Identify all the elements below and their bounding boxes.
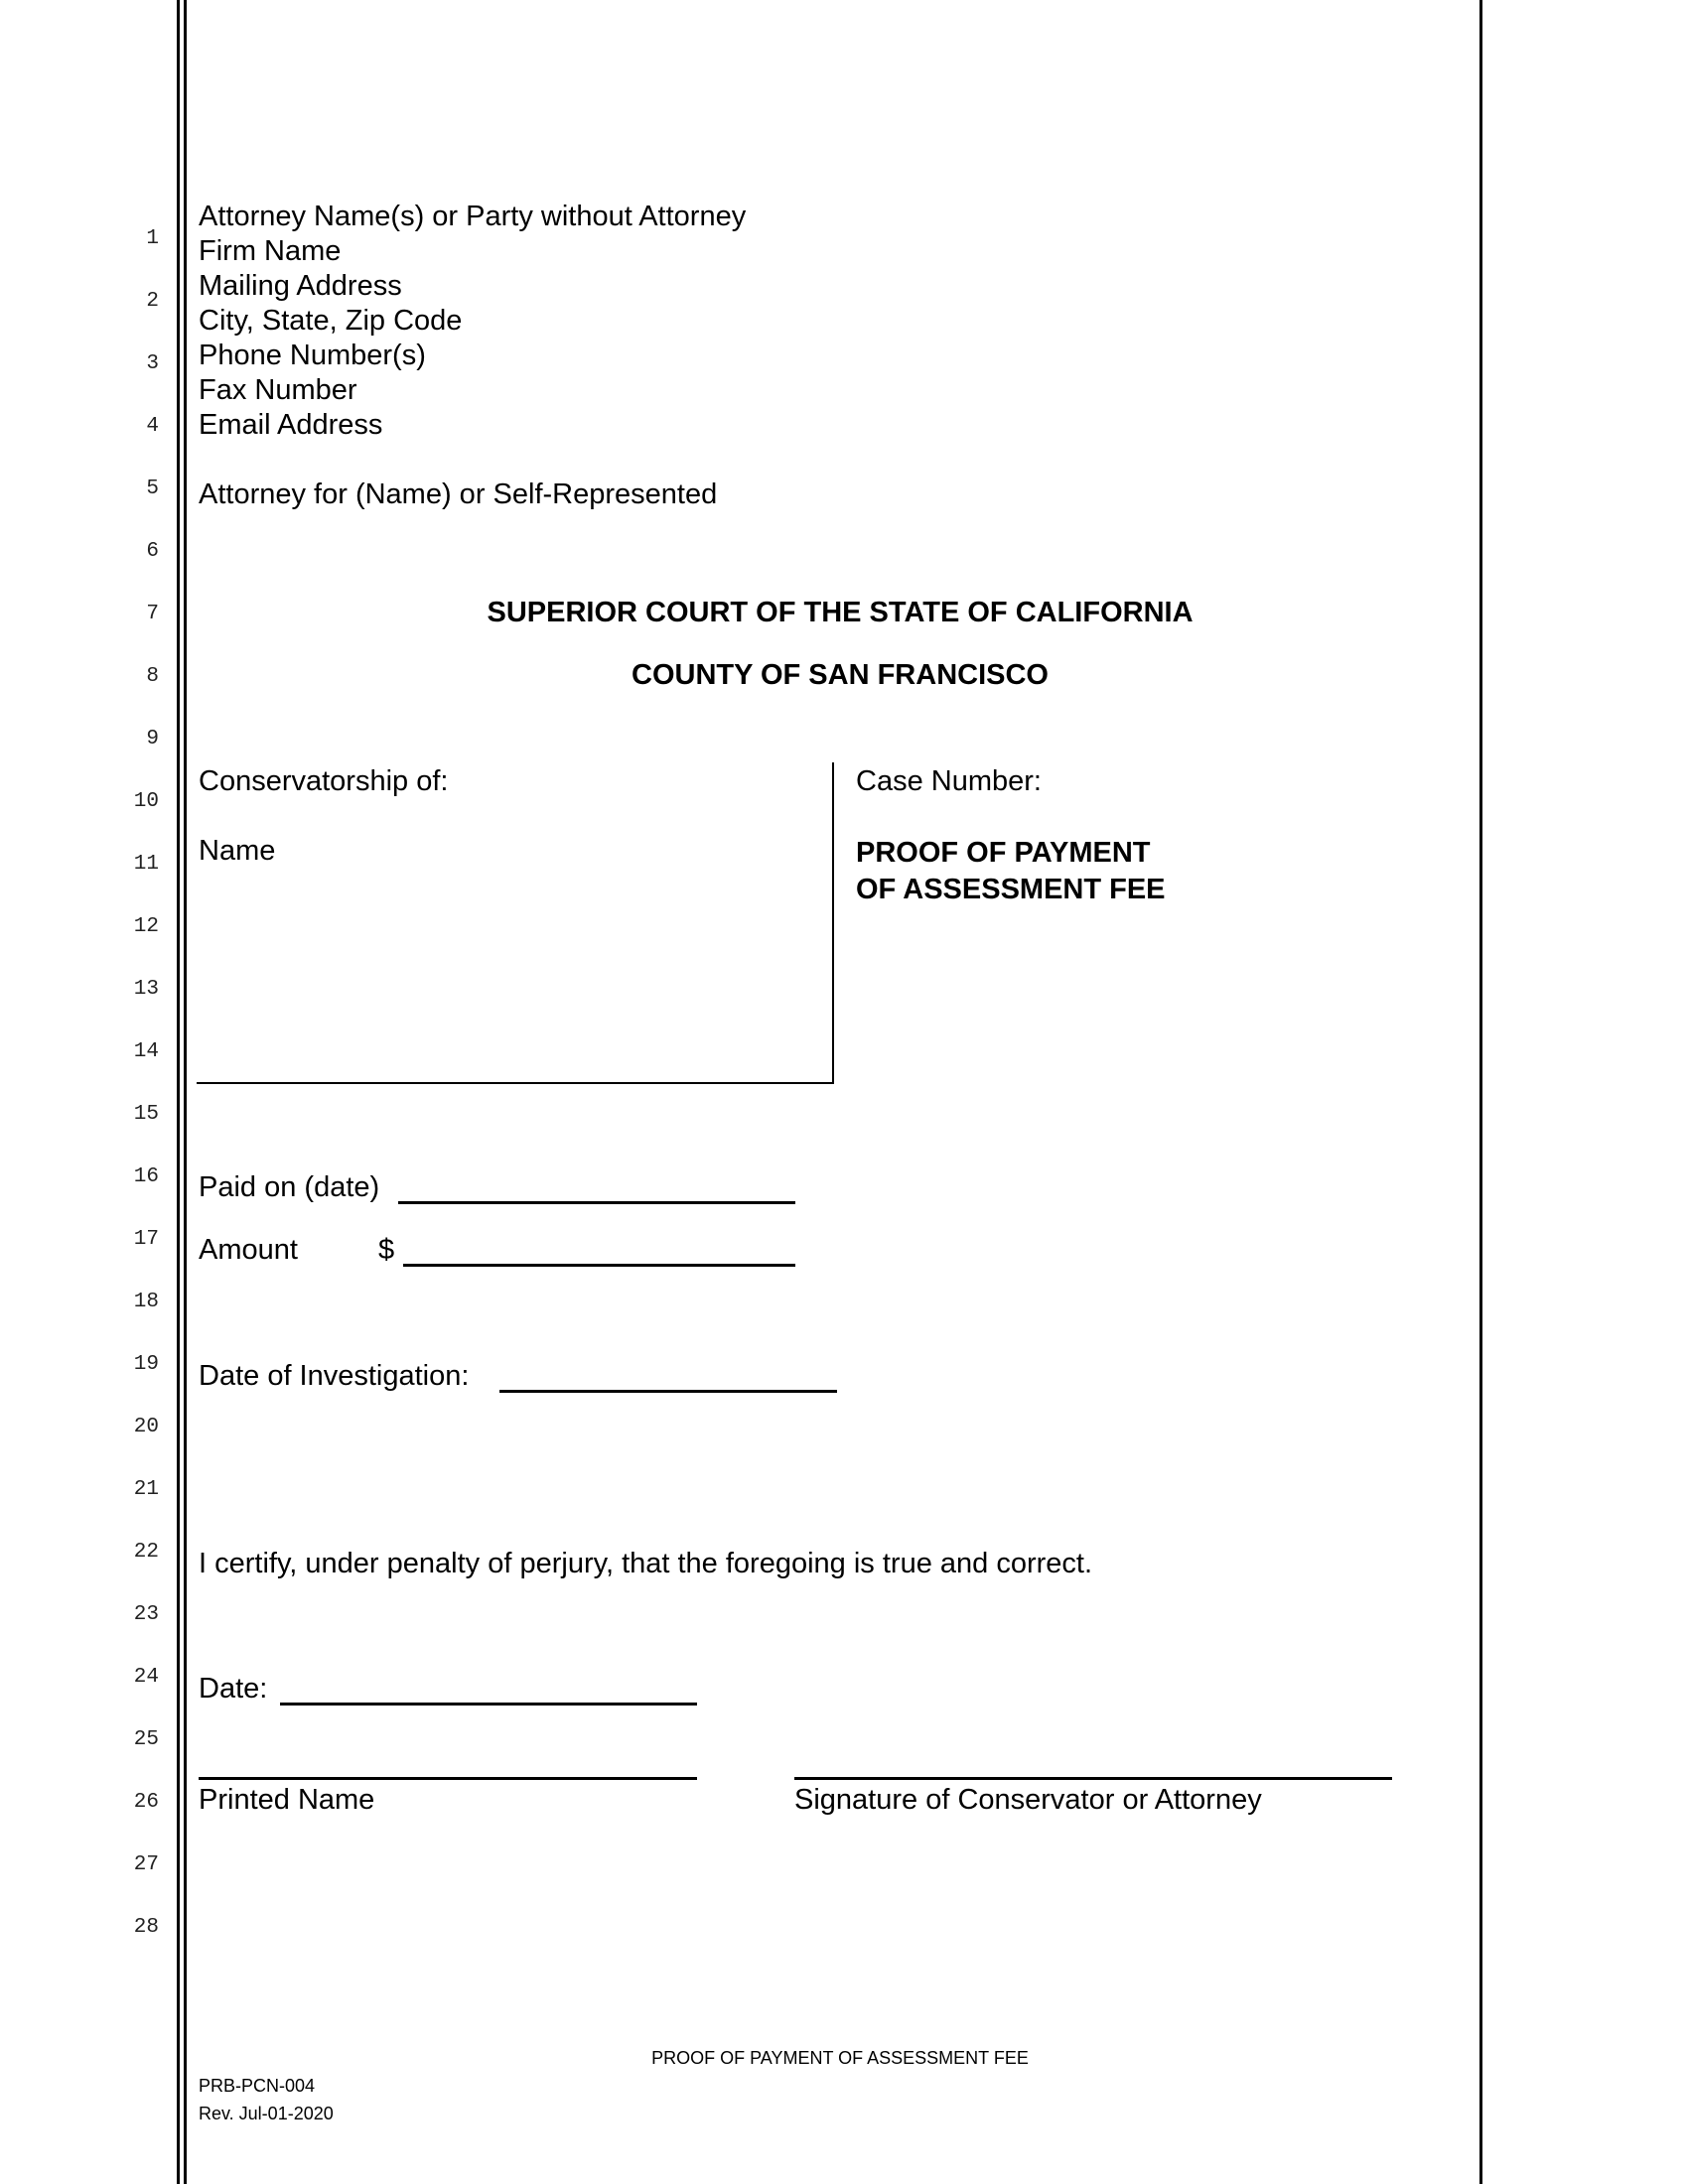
conservatorship-label: Conservatorship of: bbox=[199, 765, 449, 797]
line-number: 25 bbox=[133, 1728, 159, 1751]
line-number: 6 bbox=[146, 540, 159, 563]
signature-date-field[interactable] bbox=[280, 1703, 697, 1706]
line-number: 17 bbox=[133, 1228, 159, 1251]
line-number: 12 bbox=[133, 915, 159, 938]
line-number: 2 bbox=[146, 290, 159, 313]
investigation-date-field[interactable] bbox=[499, 1390, 837, 1393]
mailing-address-line: Mailing Address bbox=[199, 270, 402, 302]
paid-on-date-field[interactable] bbox=[398, 1201, 795, 1204]
line-number: 7 bbox=[146, 603, 159, 625]
caption-divider-vertical bbox=[832, 762, 834, 1084]
line-number: 14 bbox=[133, 1040, 159, 1063]
conservatee-name: Name bbox=[199, 835, 276, 867]
line-number: 24 bbox=[133, 1666, 159, 1689]
line-number: 1 bbox=[146, 227, 159, 250]
line-number: 26 bbox=[133, 1791, 159, 1814]
line-number: 9 bbox=[146, 728, 159, 751]
left-margin-rule-inner bbox=[184, 0, 187, 2184]
printed-name-field[interactable] bbox=[199, 1777, 697, 1780]
investigation-date-label: Date of Investigation: bbox=[199, 1360, 470, 1392]
line-number: 27 bbox=[133, 1853, 159, 1876]
certification-statement: I certify, under penalty of perjury, that the foregoing is true and correct. bbox=[199, 1548, 1093, 1579]
right-margin-rule bbox=[1479, 0, 1482, 2184]
document-title-line2: OF ASSESSMENT FEE bbox=[856, 874, 1166, 905]
line-number: 21 bbox=[133, 1478, 159, 1501]
form-revision: Rev. Jul-01-2020 bbox=[199, 2104, 334, 2123]
attorney-for-line: Attorney for (Name) or Self-Represented bbox=[199, 478, 718, 510]
line-number: 4 bbox=[146, 415, 159, 438]
currency-symbol: $ bbox=[378, 1234, 395, 1266]
line-number: 20 bbox=[133, 1416, 159, 1438]
form-id: PRB-PCN-004 bbox=[199, 2076, 316, 2096]
phone-number-line: Phone Number(s) bbox=[199, 340, 426, 371]
line-number: 18 bbox=[133, 1291, 159, 1313]
line-number: 8 bbox=[146, 665, 159, 688]
case-number-label: Case Number: bbox=[856, 765, 1042, 797]
line-number: 16 bbox=[133, 1165, 159, 1188]
line-number: 3 bbox=[146, 352, 159, 375]
line-number: 15 bbox=[133, 1103, 159, 1126]
fax-number-line: Fax Number bbox=[199, 374, 357, 406]
amount-field[interactable] bbox=[403, 1264, 795, 1267]
line-number: 19 bbox=[133, 1353, 159, 1376]
footer-title: PROOF OF PAYMENT OF ASSESSMENT FEE bbox=[651, 2048, 1029, 2068]
line-number: 28 bbox=[133, 1916, 159, 1939]
city-state-zip-line: City, State, Zip Code bbox=[199, 305, 463, 337]
signature-label: Signature of Conservator or Attorney bbox=[794, 1784, 1262, 1816]
firm-name-line: Firm Name bbox=[199, 235, 342, 267]
line-number: 23 bbox=[133, 1603, 159, 1626]
signature-field[interactable] bbox=[794, 1777, 1392, 1780]
document-title-line1: PROOF OF PAYMENT bbox=[856, 837, 1151, 869]
line-number: 13 bbox=[133, 978, 159, 1001]
paid-on-label: Paid on (date) bbox=[199, 1171, 380, 1203]
line-number: 10 bbox=[133, 790, 159, 813]
line-number: 22 bbox=[133, 1541, 159, 1564]
court-heading-state: SUPERIOR COURT OF THE STATE OF CALIFORNIA bbox=[487, 597, 1194, 628]
line-number: 11 bbox=[133, 853, 159, 876]
left-margin-rule-outer bbox=[177, 0, 180, 2184]
amount-label: Amount bbox=[199, 1234, 298, 1266]
caption-divider-bottom bbox=[197, 1082, 834, 1084]
line-number: 5 bbox=[146, 478, 159, 500]
printed-name-label: Printed Name bbox=[199, 1784, 375, 1816]
attorney-name-line: Attorney Name(s) or Party without Attorney bbox=[199, 201, 747, 232]
signature-date-label: Date: bbox=[199, 1673, 268, 1705]
court-heading-county: COUNTY OF SAN FRANCISCO bbox=[632, 659, 1049, 691]
email-address-line: Email Address bbox=[199, 409, 383, 441]
